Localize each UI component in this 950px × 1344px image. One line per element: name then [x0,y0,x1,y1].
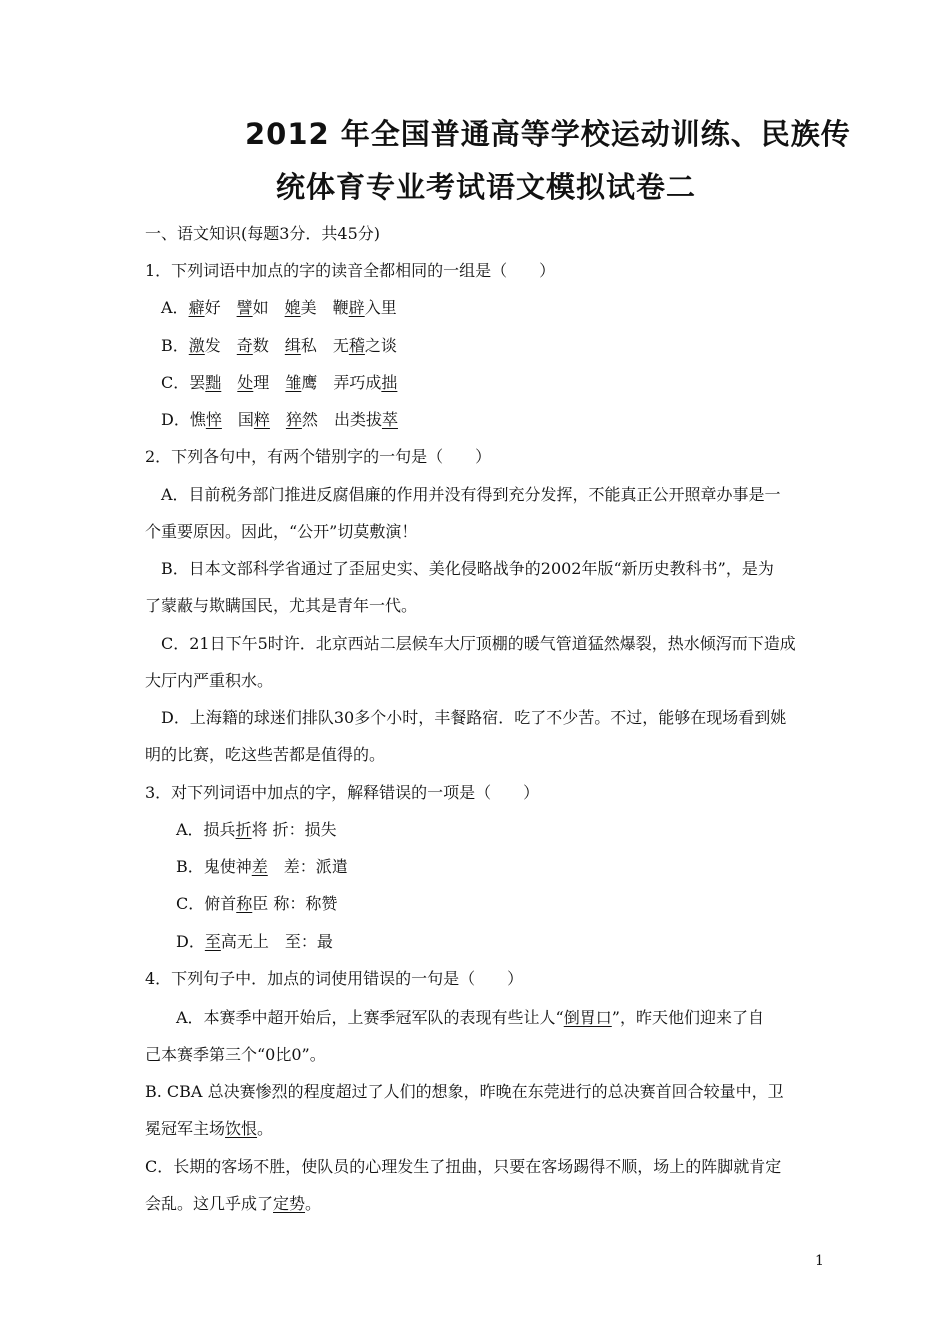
word-text: 无 [332,336,349,355]
q2-option-c-line1: C．21日下午5时许．北京西站二层候车大厅顶棚的暖气管道猛然爆裂，热水倾泻而下造成 [161,634,796,653]
option-text: 冕冠军主场 [145,1119,226,1138]
option-text: A．本赛季中超开始后，上赛季冠军队的表现有些让人“ [176,1008,564,1027]
dotted-char: 粹 [253,410,270,429]
q4-option-b-line1: B. CBA 总决赛惨烈的程度超过了人们的想象，昨晚在东莞进行的总决赛首回合较量中，卫 [145,1082,784,1101]
q4-option-a-line2: 己本赛季第三个“0比0”。 [145,1045,326,1064]
dotted-char: 缉 [284,336,301,355]
word-text: 罢 [189,373,206,392]
q2-option-d-line1: D．上海籍的球迷们排队30多个小时，丰餐路宿．吃了不少苦。不过，能够在现场看到姚 [161,708,787,727]
q4-option-c-line1: C．长期的客场不胜，使队员的心理发生了扭曲，只要在客场踢得不顺，场上的阵脚就肯定 [145,1157,782,1176]
dotted-char: 萃 [381,410,398,429]
q1-option-b [161,336,397,356]
q1-option-a [161,298,397,318]
page-number: 1 [815,1253,824,1269]
q4-stem: 4．下列句子中．加点的词使用错误的一句是（ ） [145,969,524,988]
dotted-char: 癖 [188,298,205,317]
word-text: 然 [301,410,318,429]
option-text: 。 [305,1194,322,1213]
dotted-char: 悴 [205,410,222,429]
option-text: A．损兵 [176,820,236,839]
option-text: C．俯首 [176,894,237,913]
word-text: 好 [204,298,221,317]
q3-option-b [176,857,348,877]
word-text: 出类拔 [333,410,382,429]
dotted-char: 奇 [236,336,253,355]
q4-option-c-line2 [145,1194,321,1214]
word-text: 数 [252,336,269,355]
q2-option-c-line2: 大厅内严重积水。 [145,671,274,690]
q1-option-d [161,410,398,430]
dotted-char: 猝 [285,410,302,429]
q3-stem: 3．对下列词语中加点的字，解释错误的一项是（ ） [145,783,540,802]
option-label: C． [161,373,190,392]
word-text: 入里 [364,298,397,317]
option-text: 。 [257,1119,274,1138]
q2-option-b-line2: 了蒙蔽与欺瞒国民，尤其是青年一代。 [145,596,418,615]
q1-option-c [161,373,397,393]
dotted-word: 饮恨 [225,1119,258,1138]
q4-option-a-line1 [176,1008,764,1028]
dotted-char: 处 [237,373,254,392]
dotted-char: 拙 [381,373,398,392]
word-text: 之谈 [364,336,397,355]
option-text: 将 折：损失 [251,820,337,839]
option-text: 臣 称：称赞 [252,894,338,913]
word-text: 如 [252,298,269,317]
option-label: B． [161,336,189,355]
word-text: 美 [300,298,317,317]
option-label: A． [161,298,189,317]
dotted-char: 激 [188,336,205,355]
option-text: 高无上 至：最 [220,932,333,951]
word-text: 私 [300,336,317,355]
option-text: D． [176,932,205,951]
dotted-char: 黜 [205,373,222,392]
q2-option-d-line2: 明的比赛，吃这些苦都是值得的。 [145,745,386,764]
dotted-char: 稽 [348,336,365,355]
q3-option-d [176,932,333,952]
dotted-char: 称 [236,894,253,913]
dotted-char: 至 [204,932,221,951]
section-heading: 一、语文知识(每题3分．共45分) [145,224,381,243]
word-text: 鞭 [332,298,349,317]
dotted-word: 定势 [273,1194,306,1213]
word-text: 憔 [189,410,206,429]
word-text: 国 [237,410,254,429]
dotted-char: 雏 [285,373,302,392]
q2-stem: 2．下列各句中，有两个错别字的一句是（ ） [145,447,492,466]
dotted-word: 倒胃口 [563,1008,612,1027]
word-text: 理 [253,373,270,392]
word-text: 发 [204,336,221,355]
option-text: ”，昨天他们迎来了自 [611,1008,764,1027]
dotted-char: 辟 [348,298,365,317]
title-line-2: 统体育专业考试语文模拟试卷二 [276,170,697,204]
q3-option-c [176,894,337,914]
option-label: D． [161,410,190,429]
q2-option-b-line1: B．日本文部科学省通过了歪屈史实、美化侵略战争的2002年版“新历史教科书”，是为 [161,559,774,578]
option-text: 差：派遣 [267,857,348,876]
q3-option-a [176,820,337,840]
option-text: B．鬼使神 [176,857,252,876]
q2-option-a-line1: A．目前税务部门推进反腐倡廉的作用并没有得到充分发挥，不能真正公开照章办事是一 [161,485,781,504]
dotted-char: 媲 [284,298,301,317]
dotted-char: 折 [235,820,252,839]
word-text: 鹰 [301,373,318,392]
title-line-1: 2012 年全国普通高等学校运动训练、民族传 [245,117,851,151]
word-text: 弄巧成 [333,373,382,392]
dotted-char: 差 [251,857,268,876]
q1-stem: 1．下列词语中加点的字的读音全都相同的一组是（ ） [145,261,556,280]
dotted-char: 譬 [236,298,253,317]
option-text: 会乱。这几乎成了 [145,1194,274,1213]
q2-option-a-line2: 个重要原因。因此，“公开”切莫敷演！ [145,522,418,541]
q4-option-b-line2 [145,1119,273,1139]
